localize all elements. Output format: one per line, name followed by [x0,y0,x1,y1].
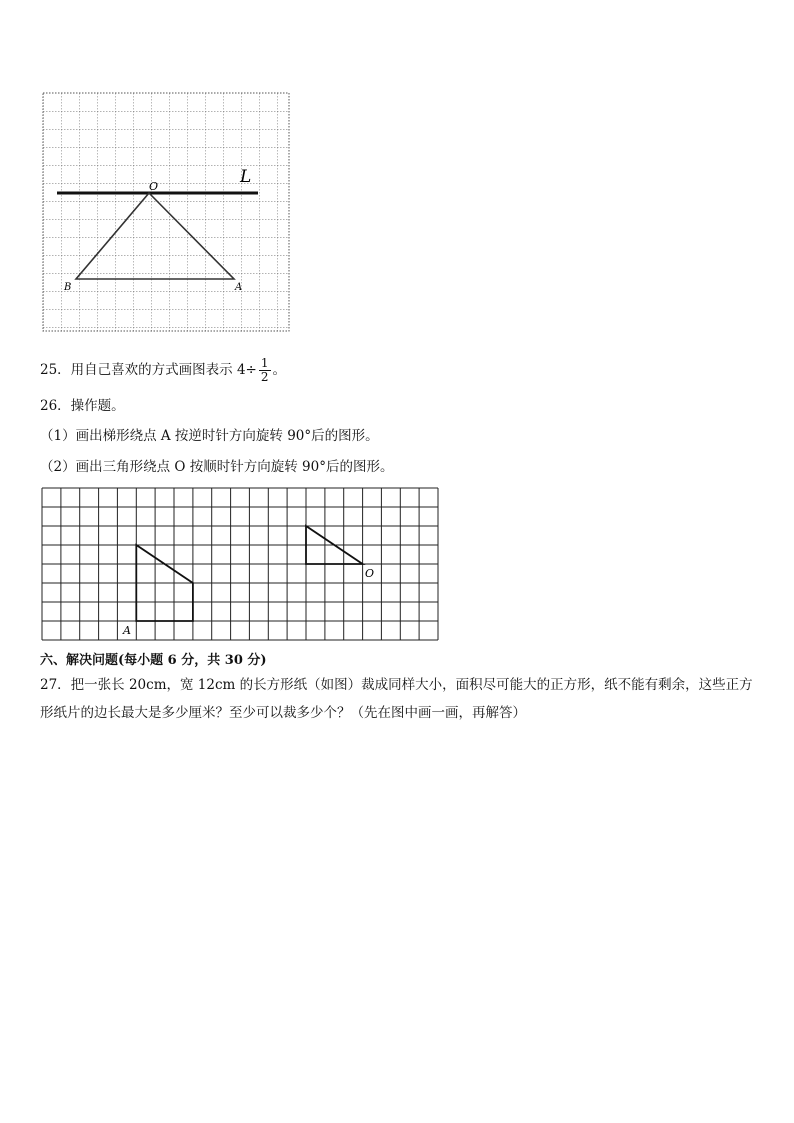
question-25 [40,357,286,384]
label-b: B [64,282,72,293]
question-26-sub2: （2）画出三角形绕点 O 按顺时针方向旋转 90°后的图形。 [40,459,394,475]
figure-operation-grid [40,486,440,642]
fraction-numerator: 1 [260,356,269,370]
q25-suffix: 。 [272,362,287,378]
label-a: A [123,624,131,637]
label-a: A [235,282,243,293]
q27-line1: 27．把一张长 20cm，宽 12cm 的长方形纸（如图）裁成同样大小，面积尽可能大的正方形，纸不能有剩余，这些正方 [40,677,753,693]
fraction-one-half [259,357,271,384]
label-l: L [240,167,252,187]
q25-text: 25．用自己喜欢的方式画图表示 4÷ [40,362,257,378]
question-26-title: 26．操作题。 [40,398,125,414]
figure-rotation-grid [40,92,292,334]
q27-line2: 形纸片的边长最大是多少厘米？至少可以裁多少个？（先在图中画一画，再解答） [40,705,526,721]
question-27 [40,671,770,727]
label-o: O [365,567,375,580]
operation-figure-svg [40,486,440,642]
label-o: O [149,180,159,193]
question-26-sub1: （1）画出梯形绕点 A 按逆时针方向旋转 90°后的图形。 [40,428,379,444]
rotation-figure-svg [40,92,292,334]
dotted-grid [43,93,289,331]
fraction-denominator: 2 [260,370,269,384]
section-heading: 六、解决问题(每小题 6 分，共 30 分) [40,653,267,668]
square-grid [42,488,438,640]
